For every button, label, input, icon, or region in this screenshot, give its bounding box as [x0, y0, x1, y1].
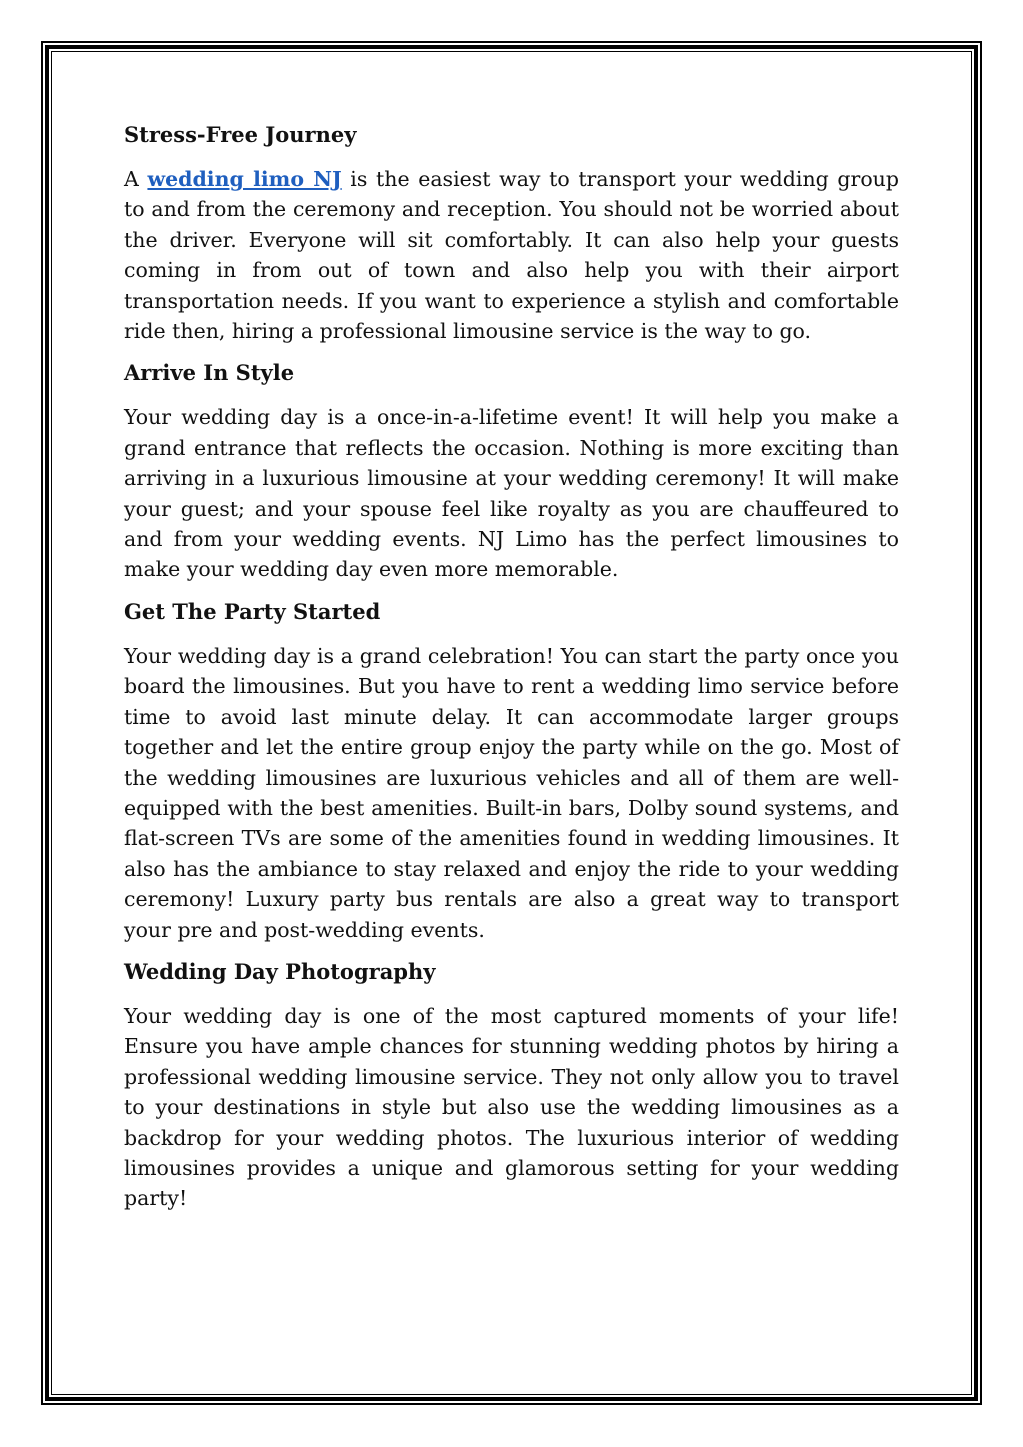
section-paragraph: Your wedding day is one of the most captured moments of your life! Ensure you have ample chances for stunning wedding photos by hiring a professional wedding limousine service. They not only allow you to travel to your destinations in style but also use the wedding limousines as a backdrop for your wedding photos. The luxurious interior of wedding limousines provides a unique and glamorous setting for your wedding party! [124, 1003, 899, 1211]
section-paragraph: Your wedding day is a once-in-a-lifetime event! It will help you make a grand entrance that reflects the occasion. Nothing is more exciting than arriving in a luxurious limousine at your wedding ceremony! It will make your guest; and your spouse feel like royalty as you are chauffeured to and from your wedding events. NJ Limo has the perfect limousines to make your wedding day even more memorable. [124, 405, 899, 582]
wedding-limo-nj-link[interactable]: wedding limo NJ [147, 167, 342, 191]
section-wedding-day-photography [124, 957, 899, 1214]
section-stress-free-journey [124, 120, 899, 346]
section-heading: Arrive In Style [124, 360, 295, 386]
section-heading: Get The Party Started [124, 598, 381, 624]
paragraph-text: is the easiest way to transport your wedding group to and from the ceremony and reception. You should not be worried about the driver. Everyone will sit comfortably. It can also help your guests coming in from out of town and also help you with their airport transportation needs. If you want to experience a stylish and comfortable ride then, hiring a professional limousine service is the way to go. [124, 167, 899, 344]
section-heading: Wedding Day Photography [124, 958, 436, 984]
section-get-the-party-started [124, 597, 899, 945]
section-paragraph [124, 164, 899, 346]
section-heading: Stress-Free Journey [124, 122, 357, 147]
paragraph-text: A [124, 167, 148, 191]
section-arrive-in-style [124, 358, 899, 584]
document-body [124, 120, 899, 1226]
section-paragraph: Your wedding day is a grand celebration! You can start the party once you board the limousines. But you have to rent a wedding limo service before time to avoid last minute delay. It can accommodate larger groups together and let the entire group enjoy the party while on the go. Most of the wedding limousines are luxurious vehicles and all of them are well-equipped with the best amenities. Built-in bars, Dolby sound systems, and flat-screen TVs are some of the amenities found in wedding limousines. It also has the ambiance to stay relaxed and enjoy the ride to your wedding ceremony! Luxury party bus rentals are also a great way to transport your pre and post-wedding events. [124, 643, 899, 942]
